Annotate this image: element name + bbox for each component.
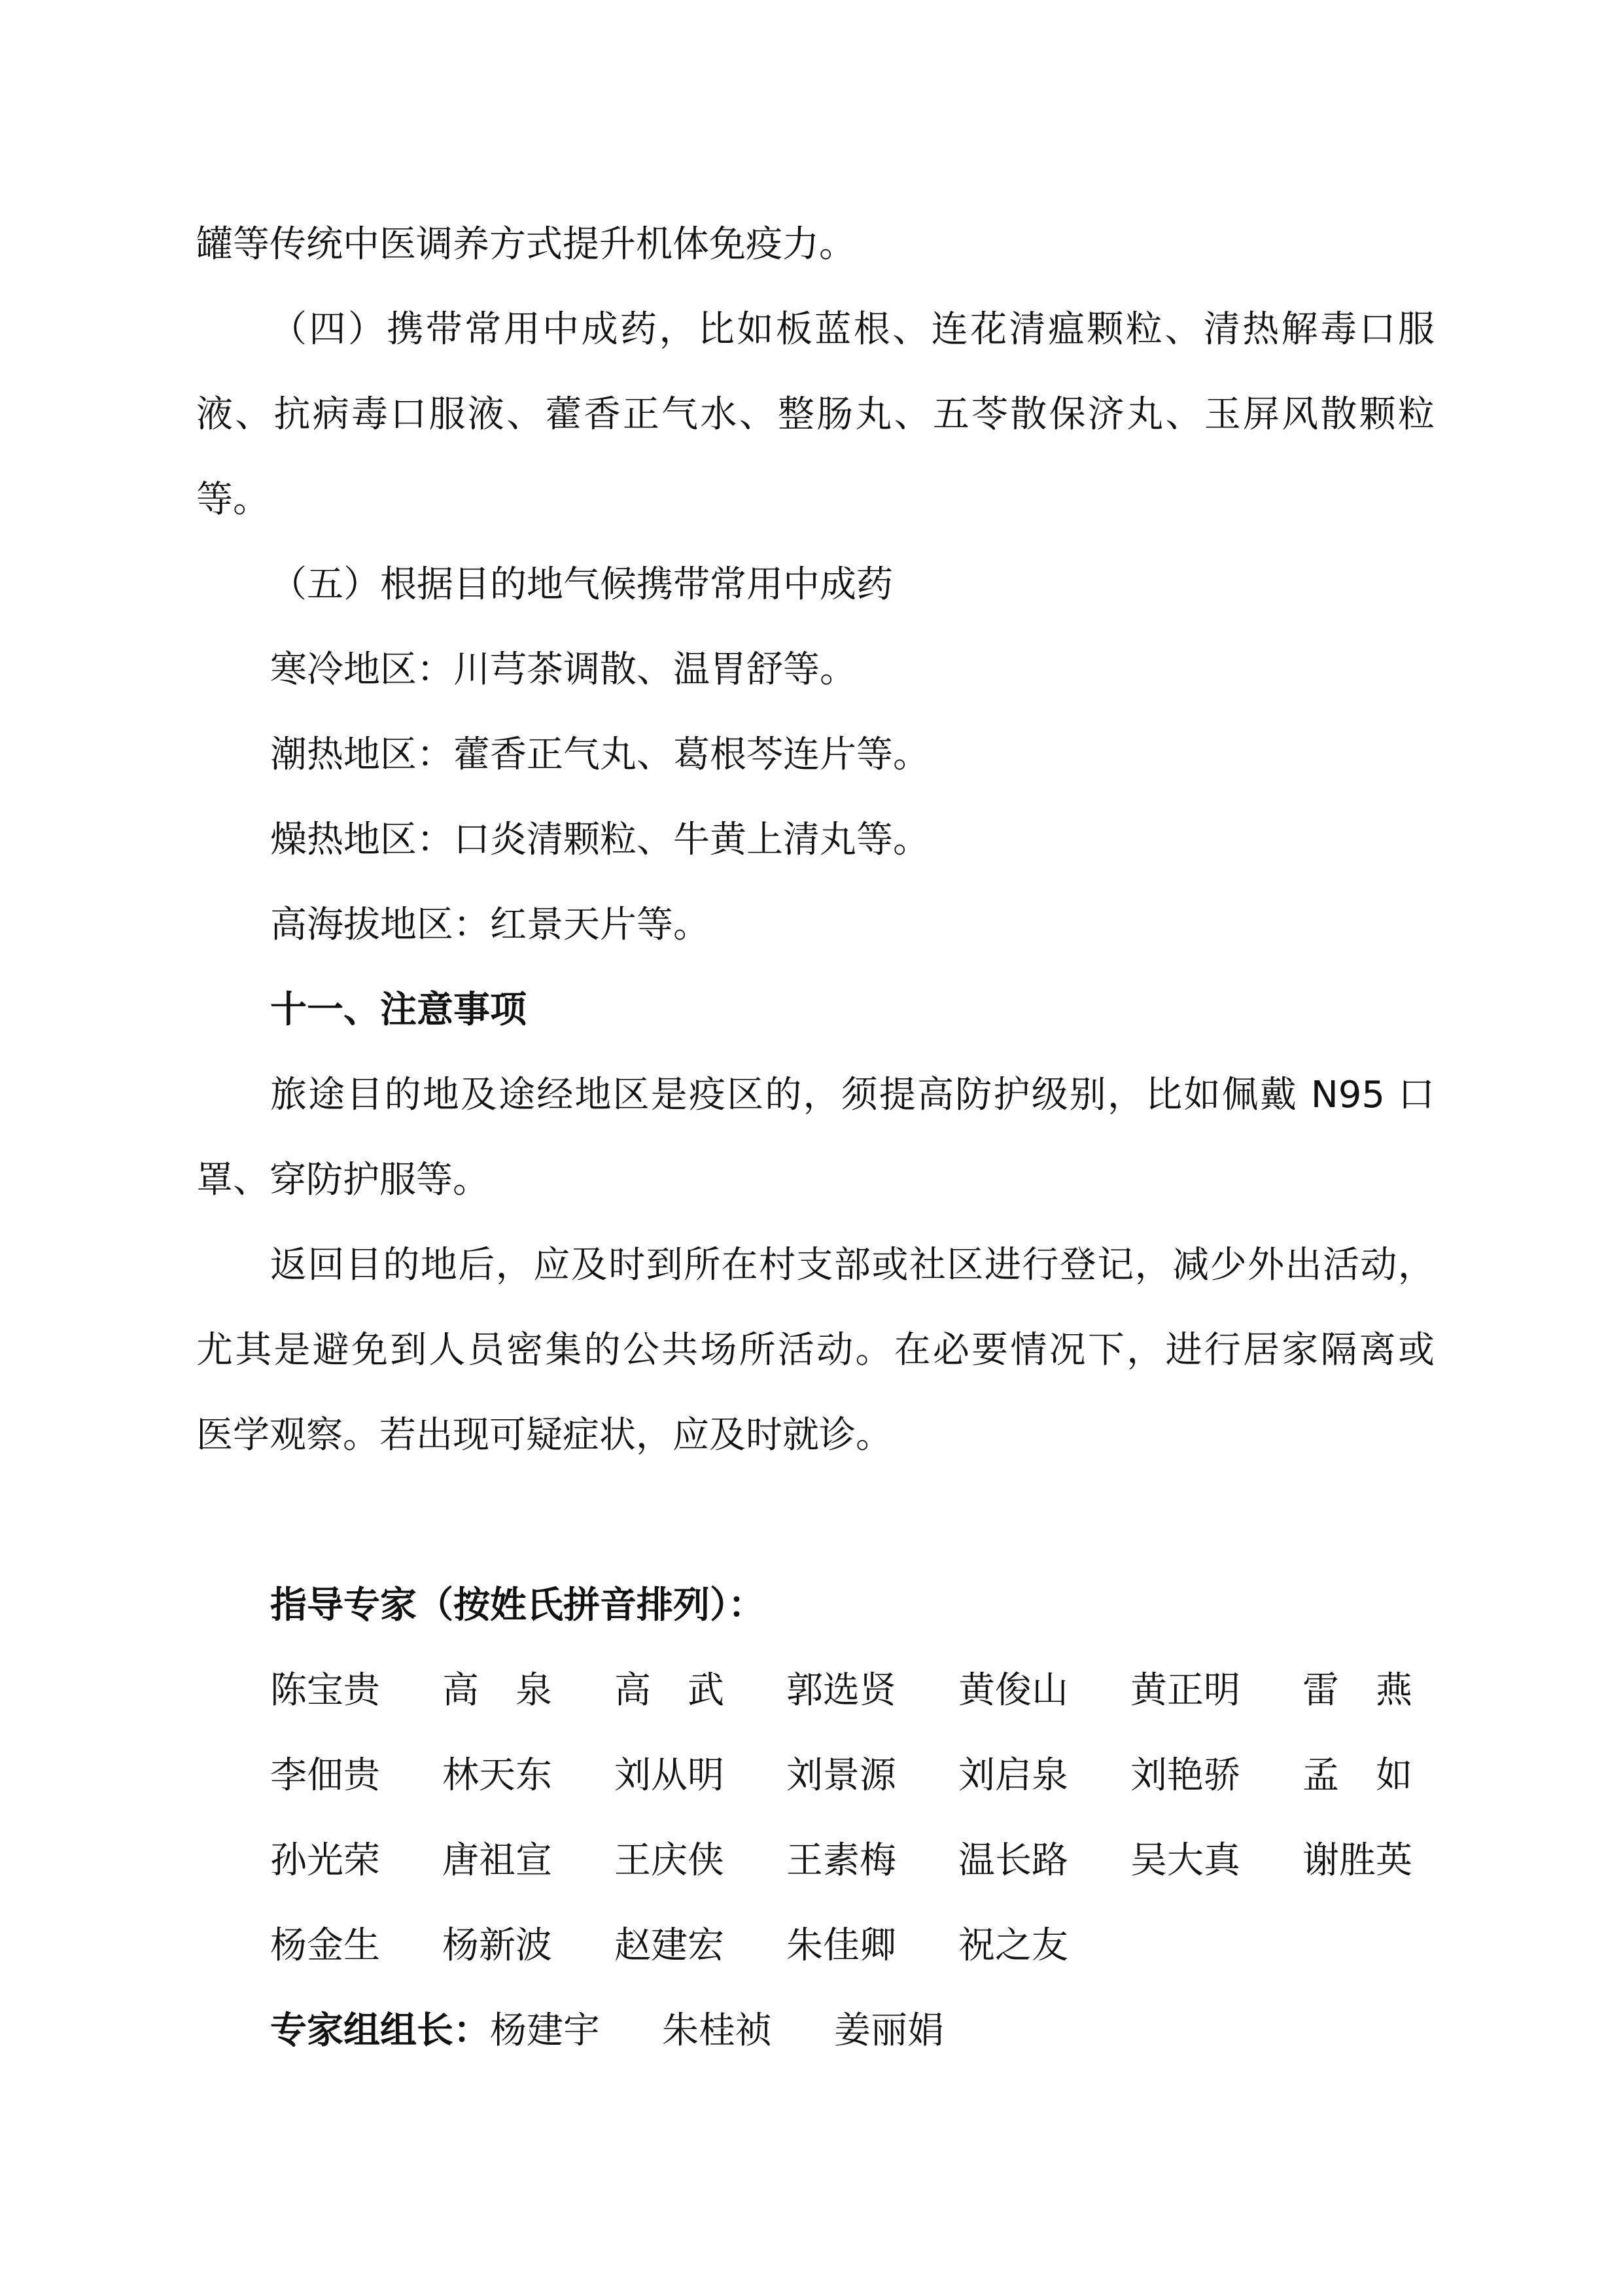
expert-name: 孟 如 bbox=[1302, 1754, 1412, 1797]
leaders-label: 专家组组长： bbox=[270, 2009, 490, 2052]
leader-name: 杨建宇 bbox=[490, 2009, 600, 2052]
expert-name: 祝之友 bbox=[958, 1924, 1068, 1967]
leader-name: 姜丽娟 bbox=[834, 2009, 944, 2052]
expert-name: 李佃贵 bbox=[270, 1754, 380, 1797]
experts-heading: 指导专家（按姓氏拼音排列）： bbox=[270, 1584, 765, 1627]
expert-name: 黄正明 bbox=[1130, 1669, 1240, 1712]
paragraph-line: 寒冷地区：川芎茶调散、温胃舒等。 bbox=[270, 648, 856, 691]
paragraph-line: 等。 bbox=[196, 478, 270, 521]
expert-name: 唐祖宣 bbox=[442, 1839, 552, 1882]
expert-name: 吴大真 bbox=[1130, 1839, 1240, 1882]
expert-name: 谢胜英 bbox=[1302, 1839, 1412, 1882]
paragraph-line: （四）携带常用中成药，比如板蓝根、连花清瘟颗粒、清热解毒口服 bbox=[270, 308, 1435, 351]
leaders-row bbox=[270, 2009, 944, 2052]
expert-name: 陈宝贵 bbox=[270, 1669, 380, 1712]
expert-name: 王素梅 bbox=[786, 1839, 896, 1882]
paragraph-line: 医学观察。若出现可疑症状，应及时就诊。 bbox=[196, 1414, 892, 1457]
paragraph-line: 潮热地区：藿香正气丸、葛根芩连片等。 bbox=[270, 733, 930, 776]
expert-name: 赵建宏 bbox=[614, 1924, 724, 1967]
expert-name: 林天东 bbox=[442, 1754, 552, 1797]
paragraph-line: 旅途目的地及途经地区是疫区的，须提高防护级别，比如佩戴 N95 口 bbox=[270, 1074, 1435, 1116]
expert-name: 王庆侠 bbox=[614, 1839, 724, 1882]
expert-name: 朱佳卿 bbox=[786, 1924, 896, 1967]
paragraph-line: 罐等传统中医调养方式提升机体免疫力。 bbox=[196, 223, 856, 266]
leader-name: 朱桂祯 bbox=[662, 2009, 772, 2052]
expert-name: 刘景源 bbox=[786, 1754, 896, 1797]
paragraph-line: 尤其是避免到人员密集的公共场所活动。在必要情况下，进行居家隔离或 bbox=[196, 1329, 1435, 1371]
paragraph-line: 液、抗病毒口服液、藿香正气水、整肠丸、五苓散保济丸、玉屏风散颗粒 bbox=[196, 393, 1435, 436]
expert-name: 雷 燕 bbox=[1302, 1669, 1412, 1712]
expert-name: 温长路 bbox=[958, 1839, 1068, 1882]
expert-name: 高 泉 bbox=[442, 1669, 552, 1712]
expert-name: 刘从明 bbox=[614, 1754, 724, 1797]
expert-name: 孙光荣 bbox=[270, 1839, 380, 1882]
expert-name: 杨金生 bbox=[270, 1924, 380, 1967]
expert-name: 高 武 bbox=[614, 1669, 724, 1712]
expert-name: 黄俊山 bbox=[958, 1669, 1068, 1712]
section-heading: 十一、注意事项 bbox=[270, 989, 527, 1031]
paragraph-line: 罩、穿防护服等。 bbox=[196, 1159, 489, 1201]
paragraph-line: （五）根据目的地气候携带常用中成药 bbox=[270, 563, 893, 606]
expert-name: 刘启泉 bbox=[958, 1754, 1068, 1797]
paragraph-line: 燥热地区：口炎清颗粒、牛黄上清丸等。 bbox=[270, 819, 930, 861]
paragraph-line: 高海拔地区：红景天片等。 bbox=[270, 904, 710, 946]
expert-name: 郭选贤 bbox=[786, 1669, 896, 1712]
expert-name: 杨新波 bbox=[442, 1924, 552, 1967]
paragraph-line: 返回目的地后，应及时到所在村支部或社区进行登记，减少外出活动， bbox=[270, 1244, 1435, 1286]
expert-name: 刘艳骄 bbox=[1130, 1754, 1240, 1797]
